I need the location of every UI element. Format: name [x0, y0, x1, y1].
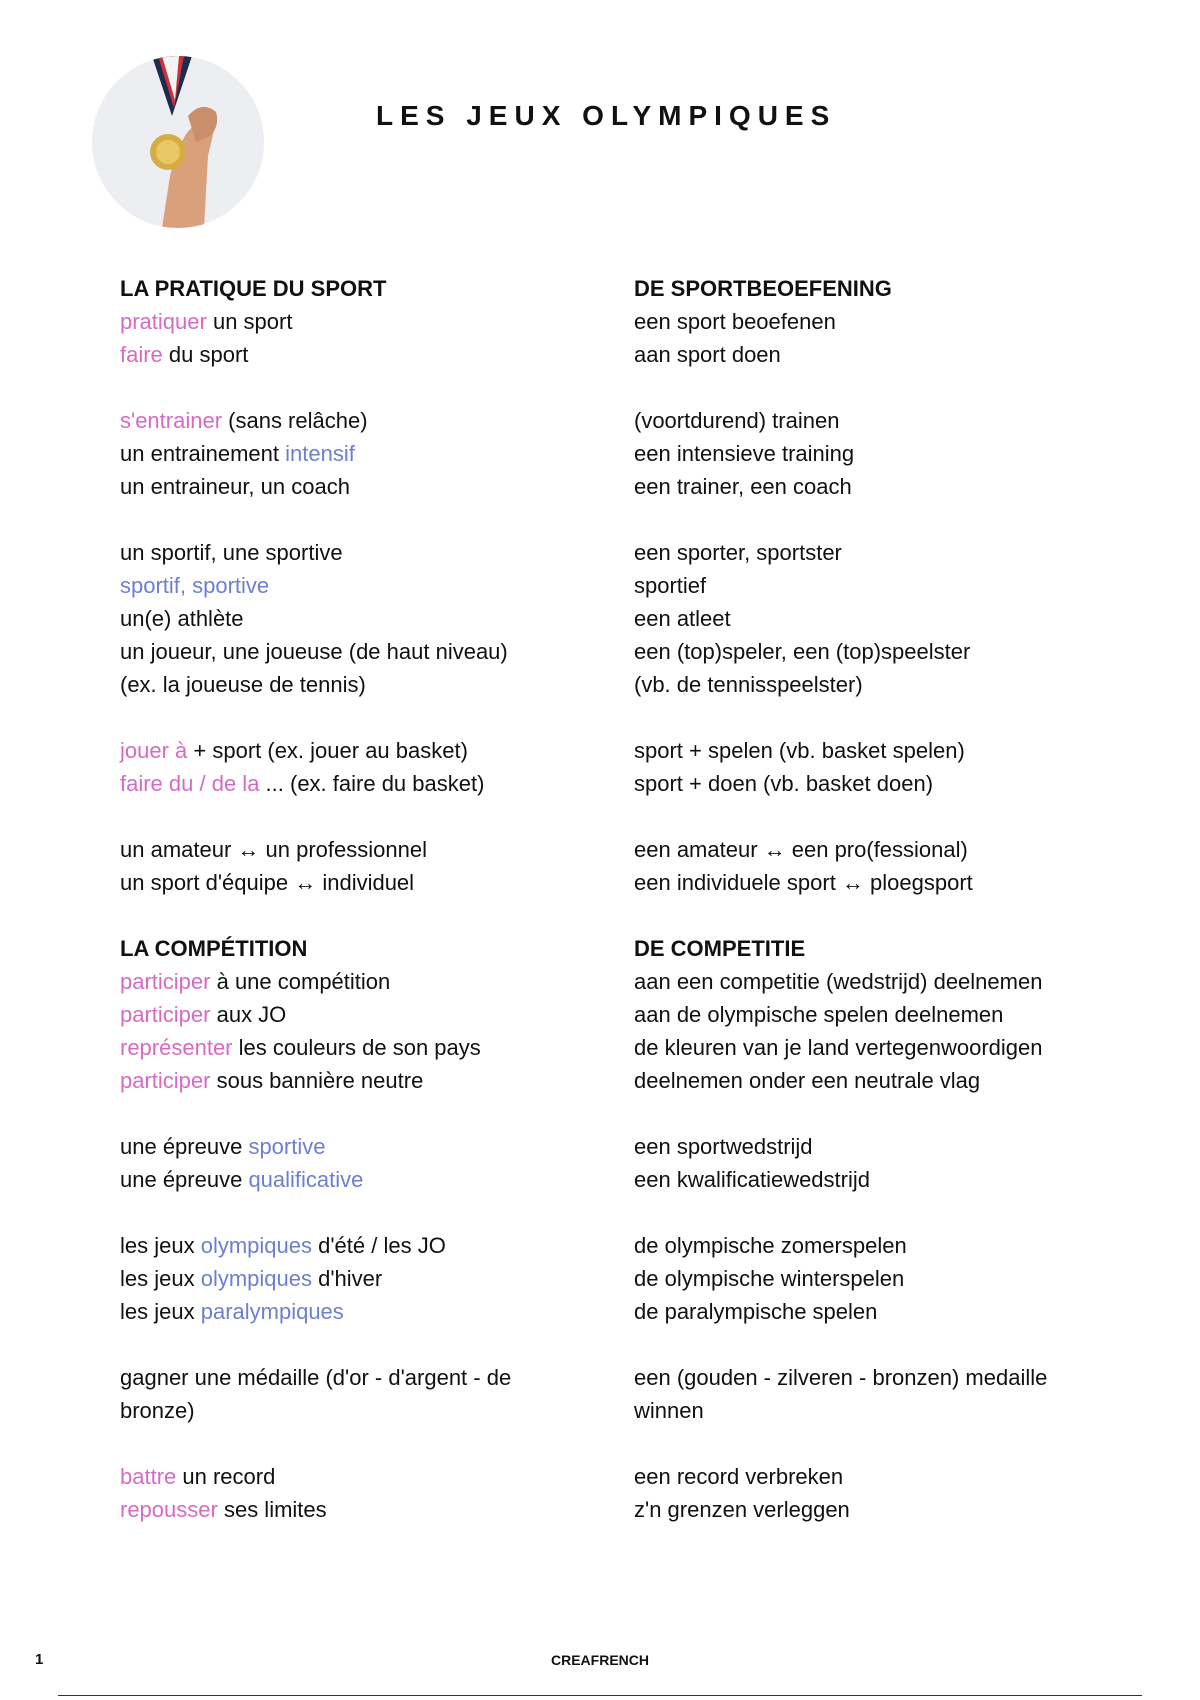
highlight-adjective: intensif — [285, 441, 355, 466]
highlight-verb: pratiquer — [120, 309, 207, 334]
french-vocab-line — [120, 305, 570, 338]
french-vocab-block — [120, 1460, 570, 1526]
french-vocab-block — [120, 536, 570, 701]
vocab-text: d'été / les JO — [312, 1233, 446, 1258]
highlight-verb: repousser — [120, 1497, 218, 1522]
dutch-vocab-line — [634, 404, 1084, 437]
dutch-vocab-block — [634, 536, 1084, 701]
dutch-vocab-line — [634, 437, 1084, 470]
french-vocab-line — [120, 1229, 570, 1262]
vocab-text: een intensieve training — [634, 441, 855, 466]
french-vocab-line — [120, 998, 570, 1031]
vocab-text: un record — [176, 1464, 276, 1489]
dutch-vocab-line — [634, 1460, 1084, 1493]
dutch-vocab-line — [634, 602, 1084, 635]
vocab-text: (vb. de tennisspeelster) — [634, 672, 863, 697]
highlight-adjective: olympiques — [200, 1233, 312, 1258]
vocab-text: bronze) — [120, 1398, 195, 1423]
dutch-vocab-line — [634, 338, 1084, 371]
highlight-verb: participer — [120, 1068, 211, 1093]
vocab-text: deelnemen onder een neutrale vlag — [634, 1068, 981, 1093]
dutch-vocab-line — [634, 1394, 1084, 1427]
highlight-verb: représenter — [120, 1035, 233, 1060]
dutch-vocab-line — [634, 1295, 1084, 1328]
vocab-text: een sportwedstrijd — [634, 1134, 813, 1159]
dutch-vocab-block — [634, 404, 1084, 503]
highlight-verb: faire du / de la — [120, 771, 260, 796]
dutch-column — [634, 272, 1084, 1559]
french-vocab-line — [120, 1163, 570, 1196]
dutch-vocab-line — [634, 965, 1084, 998]
vocab-text: ses limites — [217, 1497, 327, 1522]
french-vocab-block — [120, 1130, 570, 1196]
dutch-vocab-block — [634, 1460, 1084, 1526]
highlight-verb: faire — [120, 342, 163, 367]
dutch-vocab-block — [634, 1130, 1084, 1196]
vocab-text: une épreuve — [120, 1134, 249, 1159]
highlight-verb: participer — [120, 969, 211, 994]
french-vocab-line — [120, 1262, 570, 1295]
french-vocab-line — [120, 866, 570, 899]
vocab-text: de paralympische spelen — [634, 1299, 878, 1324]
french-vocab-line — [120, 1394, 570, 1427]
vocab-text: een (gouden - zilveren - bronzen) medaille — [634, 1365, 1048, 1390]
vocab-text: les jeux — [120, 1233, 201, 1258]
vocab-text: aan een competitie (wedstrijd) deelnemen — [634, 969, 1043, 994]
vocab-text: les jeux — [120, 1299, 201, 1324]
french-vocab-line — [120, 965, 570, 998]
highlight-verb: jouer à — [120, 738, 188, 763]
vocab-text: aan de olympische spelen deelnemen — [634, 1002, 1004, 1027]
french-vocab-block — [120, 833, 570, 899]
dutch-vocab-line — [634, 998, 1084, 1031]
dutch-vocab-line — [634, 1130, 1084, 1163]
vocab-text: een kwalificatiewedstrijd — [634, 1167, 870, 1192]
dutch-vocab-line — [634, 1031, 1084, 1064]
french-vocab-line — [120, 1460, 570, 1493]
vocab-text: ... (ex. faire du basket) — [259, 771, 485, 796]
french-vocab-line — [120, 1031, 570, 1064]
vocab-text: een trainer, een coach — [634, 474, 852, 499]
french-vocab-line — [120, 404, 570, 437]
vocab-text: sous bannière neutre — [210, 1068, 424, 1093]
vocab-text: winnen — [634, 1398, 704, 1423]
vocab-text: sport + spelen (vb. basket spelen) — [634, 738, 965, 763]
footer-brand: CREAFRENCH — [551, 1652, 649, 1668]
dutch-vocab-block — [634, 833, 1084, 899]
vocab-text: aan sport doen — [634, 342, 781, 367]
french-vocab-line — [120, 833, 570, 866]
vocab-text: z'n grenzen verleggen — [634, 1497, 850, 1522]
dutch-vocab-line — [634, 1493, 1084, 1526]
dutch-vocab-block — [634, 1229, 1084, 1328]
dutch-vocab-line — [634, 668, 1084, 701]
vocab-text: d'hiver — [312, 1266, 383, 1291]
vocab-text: (voortdurend) trainen — [634, 408, 840, 433]
vocab-text: een sport beoefenen — [634, 309, 836, 334]
french-vocab-block — [120, 734, 570, 800]
french-vocab-block — [120, 272, 570, 371]
french-vocab-line — [120, 536, 570, 569]
dutch-vocab-line — [634, 866, 1084, 899]
french-vocab-line — [120, 470, 570, 503]
dutch-vocab-line — [634, 734, 1084, 767]
vocab-text: les couleurs de son pays — [232, 1035, 481, 1060]
vocab-text: de kleuren van je land vertegenwoordigen — [634, 1035, 1043, 1060]
gold-medal-icon — [92, 56, 264, 228]
vocab-text: een sporter, sportster — [634, 540, 842, 565]
french-vocab-block — [120, 1229, 570, 1328]
vocab-text: aux JO — [210, 1002, 287, 1027]
french-vocab-line — [120, 1361, 570, 1394]
dutch-vocab-line — [634, 1229, 1084, 1262]
french-vocab-line — [120, 1295, 570, 1328]
vocab-text: een amateur ↔ een pro(fessional) — [634, 837, 968, 862]
medal-photo — [92, 56, 264, 228]
highlight-adjective: sportif, sportive — [120, 573, 270, 598]
dutch-vocab-line — [634, 569, 1084, 602]
highlight-verb: battre — [120, 1464, 177, 1489]
highlight-verb: s'entrainer — [120, 408, 223, 433]
vocab-text: (sans relâche) — [222, 408, 368, 433]
french-vocab-line — [120, 437, 570, 470]
vocab-text: een record verbreken — [634, 1464, 844, 1489]
vocab-text: une épreuve — [120, 1167, 249, 1192]
dutch-vocab-line — [634, 470, 1084, 503]
vocab-text: un amateur ↔ un professionnel — [120, 837, 427, 862]
dutch-vocab-line — [634, 635, 1084, 668]
highlight-adjective: olympiques — [200, 1266, 312, 1291]
french-vocab-line — [120, 635, 570, 668]
vocab-text: een atleet — [634, 606, 731, 631]
french-column — [120, 272, 570, 1559]
vocab-text: les jeux — [120, 1266, 201, 1291]
french-vocab-line — [120, 668, 570, 701]
french-vocab-line — [120, 569, 570, 602]
vocab-text: un entraineur, un coach — [120, 474, 350, 499]
page-title: LES JEUX OLYMPIQUES — [376, 100, 837, 131]
vocab-text: een individuele sport ↔ ploegsport — [634, 870, 973, 895]
french-vocab-line — [120, 1130, 570, 1163]
vocab-text: à une compétition — [210, 969, 391, 994]
french-vocab-block — [120, 932, 570, 1097]
highlight-verb: participer — [120, 1002, 211, 1027]
vocab-text: + sport (ex. jouer au basket) — [187, 738, 468, 763]
dutch-vocab-block — [634, 932, 1084, 1097]
vocab-text: un sportif, une sportive — [120, 540, 343, 565]
french-section-heading: LA PRATIQUE DU SPORT — [120, 276, 387, 301]
dutch-section-heading: DE SPORTBEOEFENING — [634, 276, 892, 301]
vocab-text: een (top)speler, een (top)speelster — [634, 639, 971, 664]
dutch-vocab-line — [634, 1361, 1084, 1394]
dutch-vocab-line — [634, 536, 1084, 569]
dutch-vocab-block — [634, 734, 1084, 800]
dutch-vocab-line — [634, 1163, 1084, 1196]
dutch-vocab-line — [634, 305, 1084, 338]
vocab-text: un sport — [206, 309, 293, 334]
french-vocab-line — [120, 1493, 570, 1526]
dutch-vocab-line — [634, 1262, 1084, 1295]
dutch-vocab-block — [634, 1361, 1084, 1427]
highlight-adjective: qualificative — [248, 1167, 364, 1192]
french-vocab-line — [120, 1064, 570, 1097]
vocab-text: sport + doen (vb. basket doen) — [634, 771, 934, 796]
highlight-adjective: paralympiques — [200, 1299, 344, 1324]
vocab-text: un entrainement — [120, 441, 286, 466]
vocab-text: un joueur, une joueuse (de haut niveau) — [120, 639, 508, 664]
dutch-vocab-line — [634, 833, 1084, 866]
french-vocab-line — [120, 338, 570, 371]
vocab-text: gagner une médaille (d'or - d'argent - de — [120, 1365, 512, 1390]
page-number: 1 — [35, 1651, 44, 1668]
french-vocab-line — [120, 734, 570, 767]
vocab-text: de olympische winterspelen — [634, 1266, 905, 1291]
dutch-vocab-line — [634, 1064, 1084, 1097]
french-vocab-block — [120, 404, 570, 503]
french-vocab-line — [120, 767, 570, 800]
footer-divider — [58, 1695, 1142, 1696]
dutch-vocab-block — [634, 272, 1084, 371]
french-vocab-block — [120, 1361, 570, 1427]
vocab-text: sportief — [634, 573, 707, 598]
dutch-section-heading: DE COMPETITIE — [634, 936, 806, 961]
vocab-text: de olympische zomerspelen — [634, 1233, 907, 1258]
dutch-vocab-line — [634, 767, 1084, 800]
highlight-adjective: sportive — [248, 1134, 326, 1159]
french-vocab-line — [120, 602, 570, 635]
french-section-heading: LA COMPÉTITION — [120, 936, 308, 961]
vocab-text: un sport d'équipe ↔ individuel — [120, 870, 415, 895]
vocab-text: du sport — [162, 342, 249, 367]
vocab-text: (ex. la joueuse de tennis) — [120, 672, 366, 697]
vocab-text: un(e) athlète — [120, 606, 244, 631]
